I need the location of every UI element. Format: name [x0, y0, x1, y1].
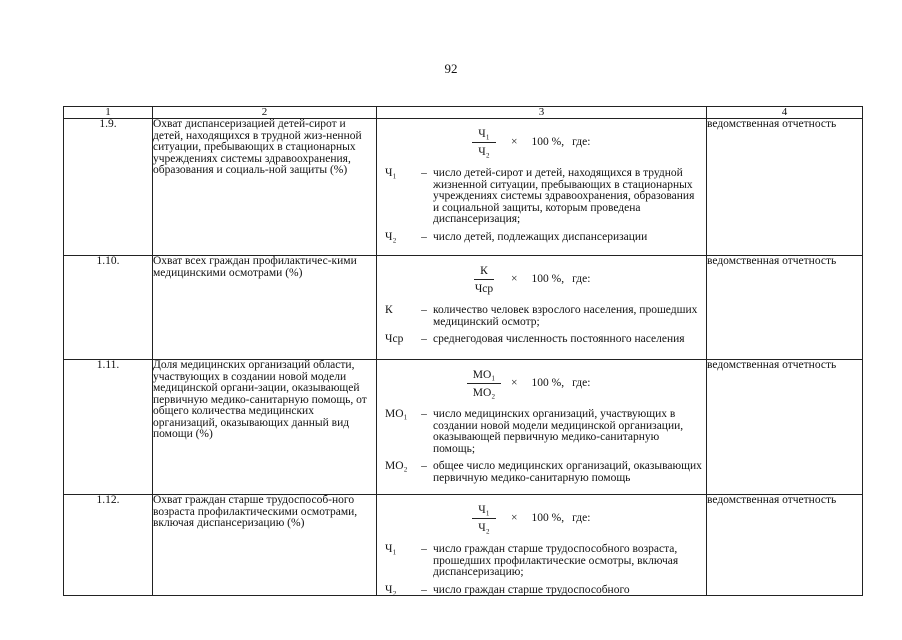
definition	[377, 168, 706, 226]
definition-symbol: К	[385, 304, 393, 316]
row-number: 1.11.	[64, 360, 153, 495]
denominator: Чср	[474, 283, 494, 295]
definition-text: среднегодовая численность постоянного населения	[433, 333, 685, 345]
times-sign: ×	[511, 273, 518, 286]
data-source: ведомственная отчетность	[707, 360, 863, 495]
definition-symbol: Чср	[385, 333, 404, 345]
formula-cell	[377, 495, 707, 596]
where-label: где:	[572, 273, 591, 286]
definition-symbol: Ч₁	[385, 167, 397, 179]
definition	[377, 334, 706, 346]
numerator: Ч₁	[472, 128, 495, 143]
header-cell: 1	[64, 107, 153, 119]
definition-symbol: Ч₂	[385, 230, 397, 243]
definition-symbol: Ч₁	[385, 543, 397, 555]
row-number: 1.9.	[64, 119, 153, 256]
page-number: 92	[444, 61, 458, 76]
percent: 100 %,	[531, 377, 565, 390]
header-cell: 3	[377, 107, 707, 119]
definition-text: число медицинских организаций, участвующих в создании новой модели медицинской организации, оказывающей первичную медико-санитарную помощь;	[433, 408, 684, 455]
table-header-row	[64, 107, 863, 119]
where-label: где:	[572, 377, 591, 390]
percent: 100 %,	[531, 273, 565, 286]
definition-text: количество человек взрослого населения, прошедших медицинский осмотр;	[433, 304, 698, 328]
data-source: ведомственная отчетность	[707, 495, 863, 596]
times-sign: ×	[511, 377, 518, 390]
definition-text: число граждан старше трудоспособного	[433, 583, 630, 595]
definition-dash: –	[421, 230, 427, 243]
definition-symbol: МО₁	[385, 408, 408, 420]
table-row	[64, 119, 863, 256]
indicator-name: Охват граждан старше трудоспособ-ного возраста профилактическими осмотрами, включая диспансеризацию (%)	[153, 495, 377, 596]
definition-dash: –	[421, 408, 427, 420]
header-cell: 4	[707, 107, 863, 119]
numerator: Ч₁	[472, 504, 495, 519]
denominator: Ч₂	[478, 146, 490, 158]
indicator-table	[63, 106, 863, 596]
definition-dash: –	[421, 543, 427, 555]
header-cell: 2	[153, 107, 377, 119]
definition-symbol: Ч₂	[385, 583, 397, 595]
definition-text: общее число медицинских организаций, оказывающих первичную медико-санитарную помощь	[433, 460, 702, 484]
definition	[377, 232, 706, 244]
definition-dash: –	[421, 304, 427, 316]
formula	[465, 261, 706, 299]
where-label: где:	[572, 512, 591, 525]
definition	[377, 409, 706, 455]
formula	[465, 124, 706, 162]
formula	[465, 500, 706, 538]
definition-text: число граждан старше трудоспособного возраста, прошедших профилактические осмотры, включая диспансеризацию;	[433, 543, 679, 578]
indicator-name: Доля медицинских организаций области, участвующих в создании новой модели медицинской органи-зации, оказывающей первичную медико-санитарную помощь, от общего количества медицинских организаций, оказывающих данный вид помощи (%)	[153, 360, 377, 495]
definition	[377, 544, 706, 579]
formula-cell	[377, 256, 707, 360]
definition	[377, 461, 706, 484]
definition-dash: –	[421, 460, 427, 472]
row-number: 1.10.	[64, 256, 153, 360]
denominator: Ч₂	[478, 522, 490, 534]
definition-dash: –	[421, 583, 427, 595]
definition	[377, 305, 706, 328]
numerator: К	[474, 265, 494, 280]
definition-symbol: МО₂	[385, 460, 408, 472]
definition-text: число детей, подлежащих диспансеризации	[433, 230, 648, 243]
percent: 100 %,	[531, 512, 565, 525]
indicator-name: Охват всех граждан профилактичес-кими медицинскими осмотрами (%)	[153, 256, 377, 360]
table-row	[64, 360, 863, 495]
definition-text: число детей-сирот и детей, находящихся в трудной жизненной ситуации, пребывающих в стационарных учреждениях системы здравоохранения, образования и социальной защиты, которым проведена диспансеризация;	[433, 167, 695, 225]
formula-cell	[377, 360, 707, 495]
percent: 100 %,	[531, 136, 565, 149]
times-sign: ×	[511, 512, 518, 525]
table-row	[64, 495, 863, 596]
formula	[465, 365, 706, 403]
definition-dash: –	[421, 333, 427, 345]
denominator: МО₂	[472, 387, 496, 399]
numerator: МО₁	[467, 369, 502, 384]
data-source: ведомственная отчетность	[707, 256, 863, 360]
times-sign: ×	[511, 136, 518, 149]
definition-dash: –	[421, 167, 427, 179]
definition	[377, 585, 706, 596]
where-label: где:	[572, 136, 591, 149]
indicator-name: Охват диспансеризацией детей-сирот и детей, находящихся в трудной жиз-ненной ситуации, пребывающих в стационарных учреждениях системы здравоохранения, образования и социаль-ной защиты (%)	[153, 119, 377, 256]
table-row	[64, 256, 863, 360]
data-source: ведомственная отчетность	[707, 119, 863, 256]
row-number: 1.12.	[64, 495, 153, 596]
formula-cell	[377, 119, 707, 256]
